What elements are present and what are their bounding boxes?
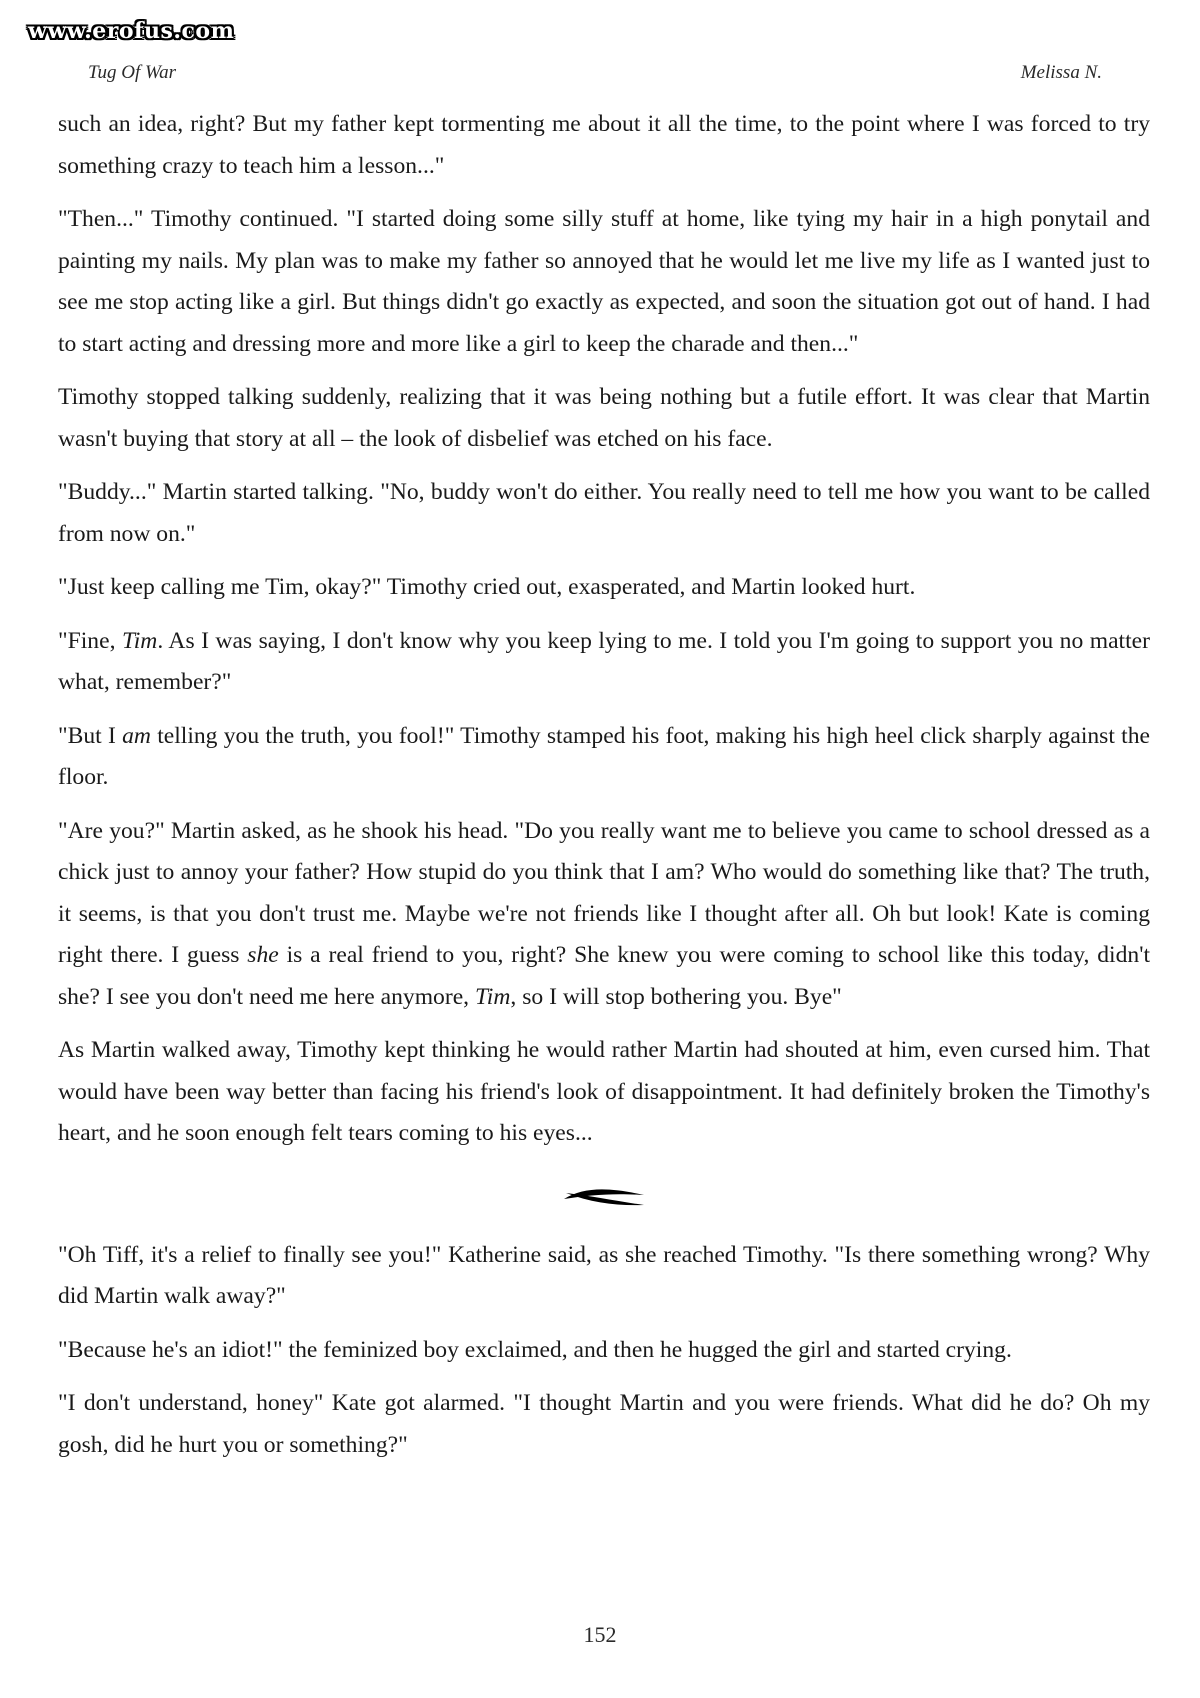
paragraph: "Buddy..." Martin started talking. "No, buddy won't do either. You really need to tell me how you want to be called from now on." — [58, 479, 1150, 547]
paragraph: "Because he's an idiot!" the feminized boy exclaimed, and then he hugged the girl and started crying. — [58, 1336, 1012, 1363]
paragraph: "Oh Tiff, it's a relief to finally see you!" Katherine said, as she reached Timothy. "Is there something wrong? Why did Martin walk away?" — [58, 1241, 1150, 1309]
paragraph — [58, 811, 1150, 1019]
text-run: "But I — [58, 722, 123, 749]
paragraph: "Then..." Timothy continued. "I started doing some silly stuff at home, like tying my hair in a high ponytail and painting my nails. My plan was to make my father so annoyed that he would let me live my life as I wanted just to see me stop acting like a girl. But things didn't go exactly as expected, and soon the situation got out of hand. I had to start acting and dressing more and more like a girl to keep the charade and then..." — [58, 206, 1150, 357]
author-name: Melissa N. — [1020, 62, 1102, 83]
paragraph: "Just keep calling me Tim, okay?" Timothy cried out, exasperated, and Martin looked hurt. — [58, 574, 916, 600]
emphasis-text: am — [122, 722, 151, 749]
text-run: is a real friend to you, right? She knew you were coming to school like this today, didn't she? I see you don't need me here anymore, — [58, 942, 1150, 1010]
paragraph: such an idea, right? But my father kept tormenting me about it all the time, to the point where I was forced to try something crazy to teach him a lesson..." — [58, 111, 1150, 179]
text-run: , so I will stop bothering you. Bye" — [510, 983, 842, 1010]
page-number: 152 — [583, 1622, 617, 1647]
paragraph: As Martin walked away, Timothy kept thinking he would rather Martin had shouted at him, even cursed him. That would have been way better than facing his friend's look of disappointment. It had definitely broken the Timothy's heart, and he soon enough felt tears coming to his eyes... — [58, 1037, 1150, 1146]
emphasis-text: Tim — [474, 983, 511, 1010]
paragraph — [58, 716, 1150, 799]
text-run: "Fine, — [58, 627, 122, 654]
text-run: telling you the truth, you fool!" Timothy stamped his foot, making his high heel click sharply against the floor. — [58, 722, 1150, 790]
watermark: www.erofus.com — [28, 18, 235, 44]
scene-break-ornament-icon — [562, 1179, 646, 1213]
book-title: Tug Of War — [88, 62, 176, 83]
paragraph — [58, 621, 1150, 704]
scene-break — [58, 1167, 1150, 1229]
emphasis-text: she — [247, 942, 279, 968]
emphasis-text: Tim — [121, 627, 158, 654]
page-body — [58, 104, 1150, 1478]
text-run: . As I was saying, I don't know why you keep lying to me. I told you I'm going to support you no matter what, remember?" — [58, 627, 1150, 695]
paragraph: Timothy stopped talking suddenly, realizing that it was being nothing but a futile effort. It was clear that Martin wasn't buying that story at all – the look of disbelief was etched on his face. — [58, 384, 1150, 452]
paragraph: "I don't understand, honey" Kate got alarmed. "I thought Martin and you were friends. What did he do? Oh my gosh, did he hurt you or something?" — [58, 1390, 1150, 1458]
text-run: "Are you?" Martin asked, as he shook his head. "Do you really want me to believe you came to school dressed as a chick just to annoy your father? How stupid do you think that I am? Who would do something like that? The truth, it seems, is that you don't trust me. Maybe we're not friends like I thought after all. Oh but look! Kate is coming right there. I guess — [58, 817, 1150, 968]
page-header — [88, 62, 1102, 84]
